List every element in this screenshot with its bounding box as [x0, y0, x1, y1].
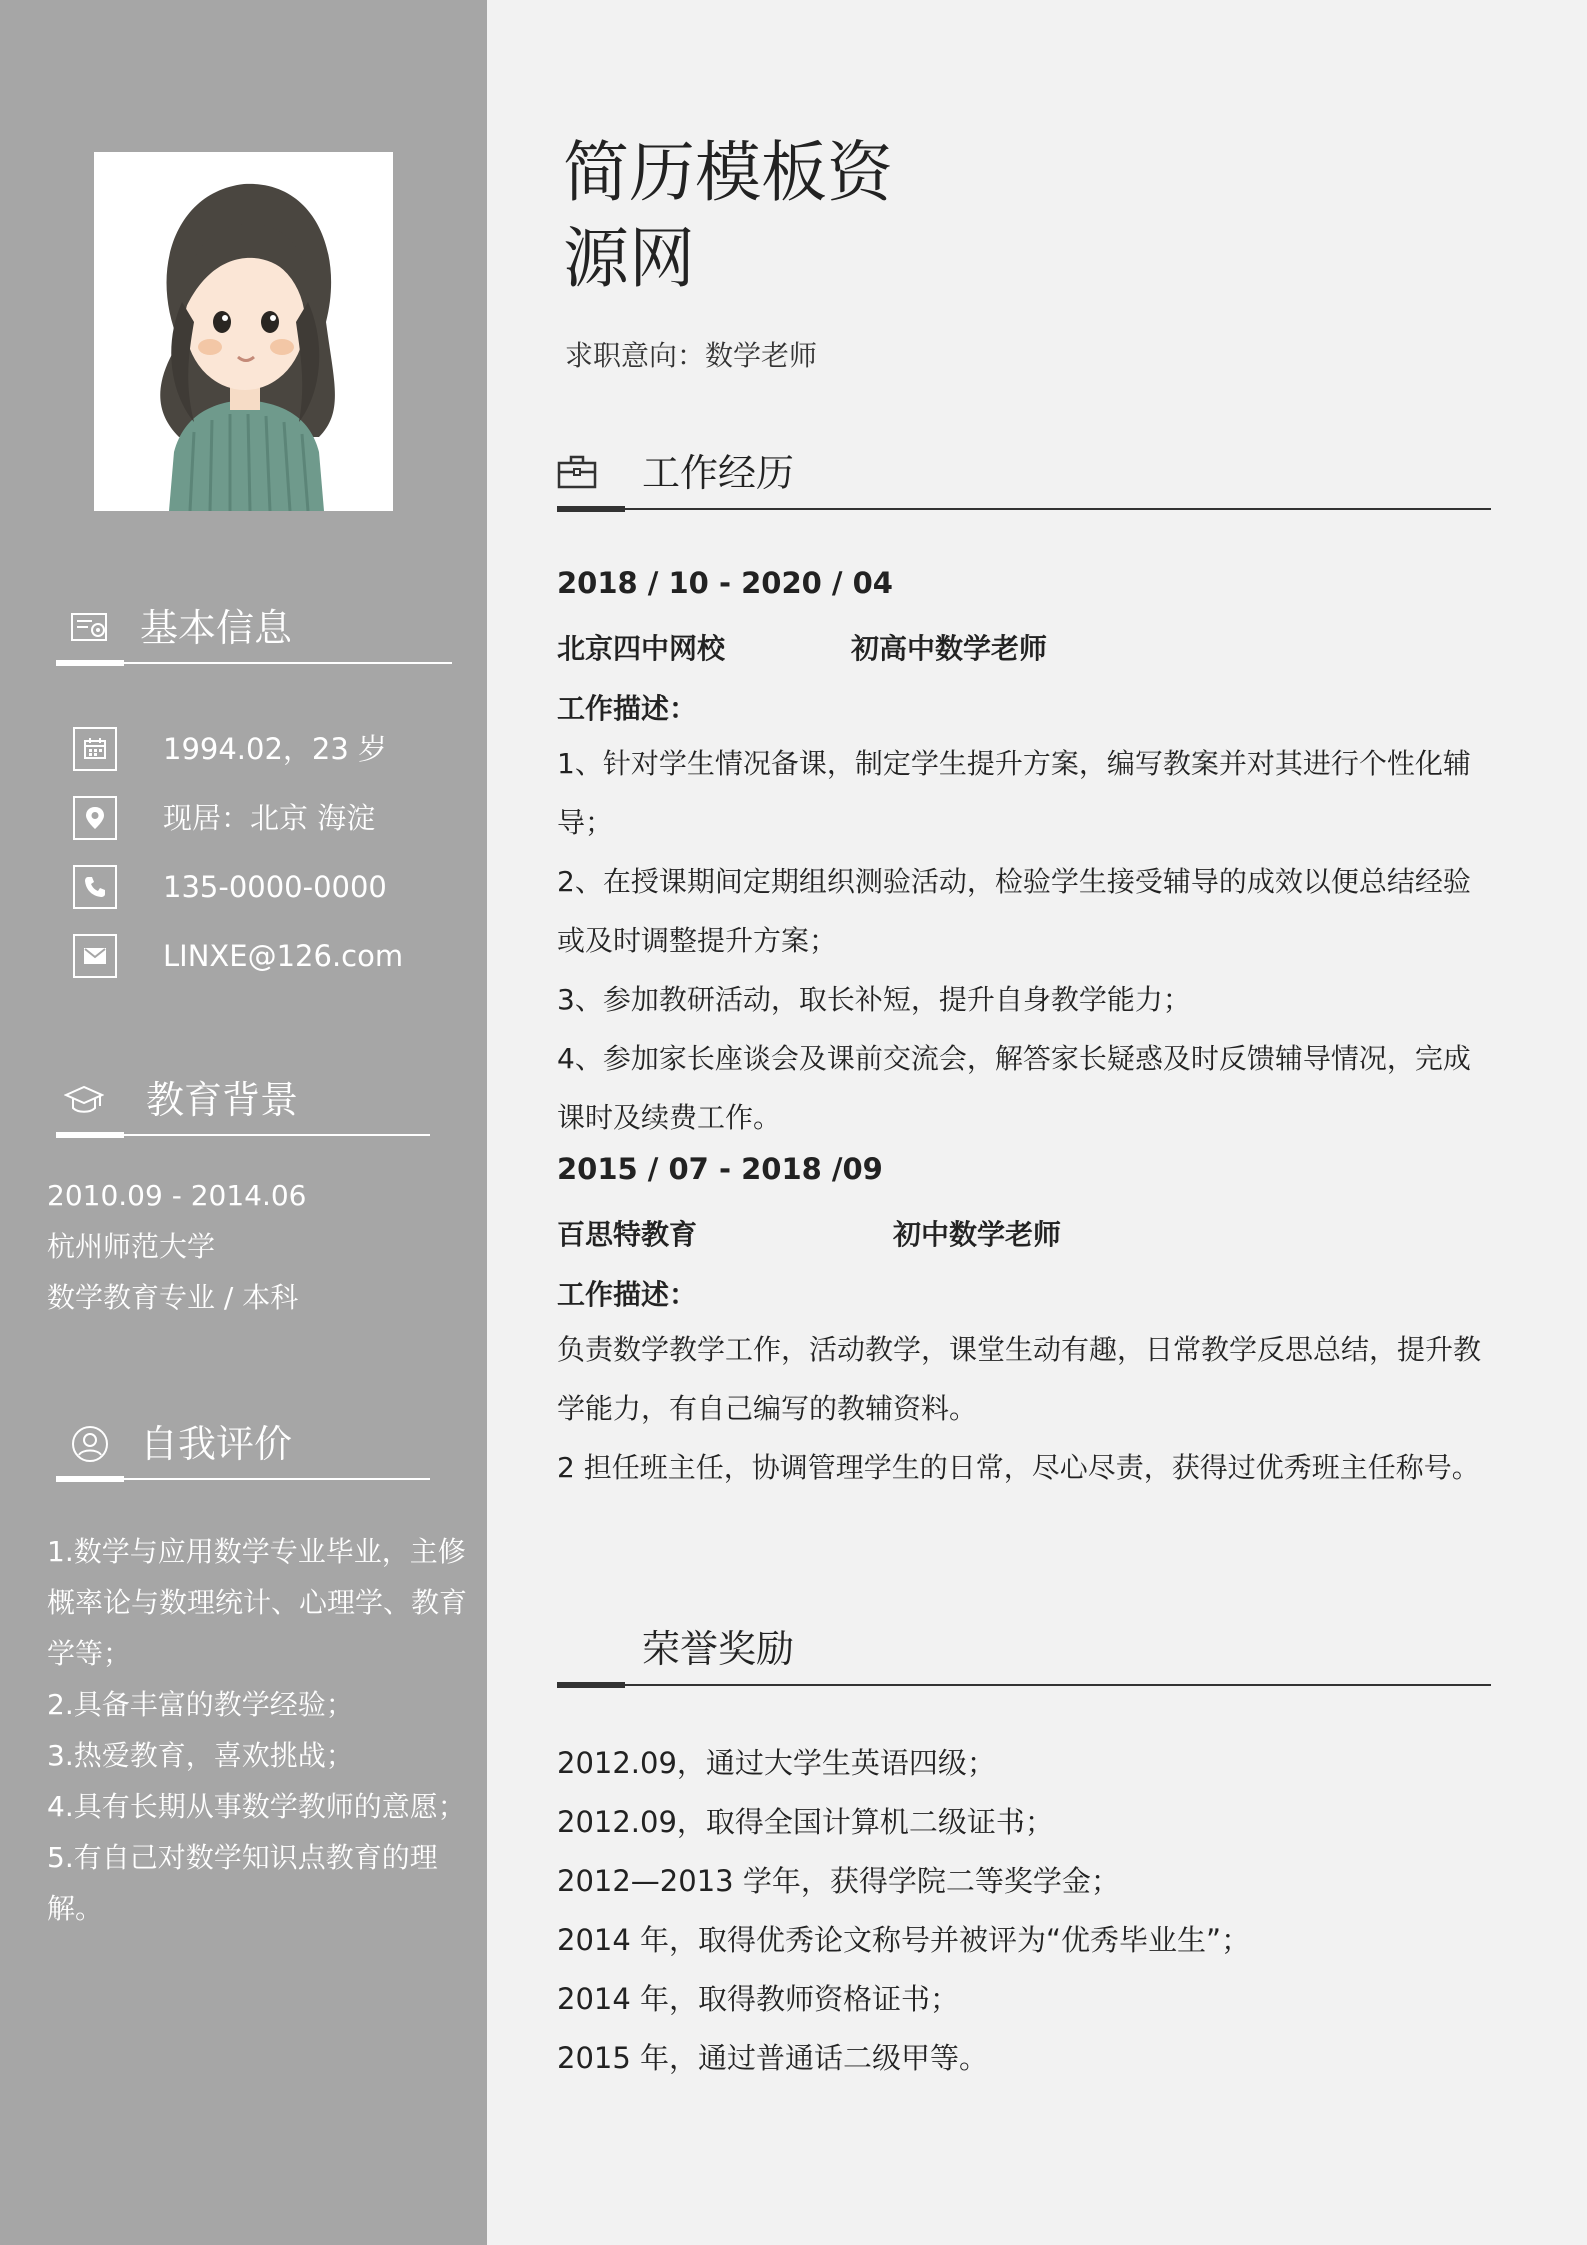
work-title: 工作经历 — [642, 451, 795, 495]
job-desc-item: 1、针对学生情况备课，制定学生提升方案，编写教案并对其进行个性化辅导； — [557, 747, 1471, 839]
avatar-photo — [94, 152, 393, 511]
job-desc-item: 2、在授课期间定期组织测验活动，检验学生接受辅导的成效以便总结经验或及时调整提升方案； — [557, 865, 1471, 957]
name-line-2: 源网 — [563, 220, 695, 297]
job-desc-item: 4、参加家长座谈会及课前交流会，解答家长疑惑及时反馈辅导情况，完成课时及续费工作。 — [557, 1042, 1471, 1134]
location-icon-box — [73, 796, 117, 840]
phone-text: 135-0000-0000 — [163, 870, 387, 904]
self-eval-item: 2.具备丰富的教学经验； — [47, 1688, 354, 1721]
self-eval-item: 3.热爱教育，喜欢挑战； — [47, 1739, 354, 1772]
job-2-company: 百思特教育 — [557, 1218, 698, 1251]
honors-title: 荣誉奖励 — [642, 1627, 795, 1671]
education-details — [47, 1170, 467, 1323]
girl-illustration-icon — [94, 152, 393, 511]
divider-accent — [56, 1132, 124, 1138]
job-2-desc-label: 工作描述： — [557, 1278, 698, 1311]
education-school: 杭州师范大学 — [47, 1230, 216, 1263]
sidebar — [0, 0, 487, 2245]
job-1-line — [557, 627, 1048, 667]
divider-accent — [557, 506, 625, 512]
mail-text: LINXE@126.com — [163, 939, 404, 973]
job-desc-item: 2 担任班主任，协调管理学生的日常，尽心尽责，获得过优秀班主任称号。 — [557, 1451, 1480, 1484]
location-text: 现居：北京 海淀 — [163, 801, 376, 835]
honor-item: 2012—2013 学年，获得学院二等奖学金； — [557, 1864, 1120, 1898]
name-line-1: 简历模板资 — [563, 134, 893, 211]
job-desc-item: 3、参加教研活动，取长补短，提升自身教学能力； — [557, 983, 1191, 1016]
honor-item: 2014 年，取得优秀论文称号并被评为“优秀毕业生”； — [557, 1923, 1251, 1957]
birth-text: 1994.02，23 岁 — [163, 732, 388, 766]
job-2-position: 初中数学老师 — [893, 1218, 1062, 1251]
self-eval-item: 5.有自己对数学知识点教育的理解。 — [47, 1841, 438, 1925]
job-desc-item: 负责数学教学工作，活动教学，课堂生动有趣，日常教学反思总结，提升教学能力，有自己编写的教辅资料。 — [557, 1333, 1482, 1425]
calendar-icon-box — [73, 727, 117, 771]
user-circle-icon — [70, 1424, 110, 1464]
basic-info-title: 基本信息 — [140, 606, 293, 650]
education-title: 教育背景 — [146, 1078, 299, 1122]
self-eval-item: 4.具有长期从事数学教师的意愿； — [47, 1790, 466, 1823]
job-2-date: 2015 / 07 - 2018 /09 — [557, 1152, 883, 1186]
job-1-desc-label: 工作描述： — [557, 692, 698, 725]
honor-item: 2012.09，取得全国计算机二级证书； — [557, 1805, 1054, 1839]
divider-accent — [56, 660, 124, 666]
job-1-date: 2018 / 10 - 2020 / 04 — [557, 566, 893, 600]
honor-item: 2012.09，通过大学生英语四级； — [557, 1746, 996, 1780]
divider — [557, 1684, 1491, 1686]
location-pin-icon — [83, 806, 107, 830]
self-eval-title: 自我评价 — [140, 1422, 293, 1466]
education-period: 2010.09 - 2014.06 — [47, 1179, 307, 1212]
honors-list — [557, 1734, 1492, 2088]
calendar-icon — [83, 737, 107, 761]
job-intent: 求职意向：数学老师 — [565, 339, 818, 372]
divider — [557, 508, 1491, 510]
phone-icon-box — [73, 865, 117, 909]
certificate-icon — [70, 608, 110, 648]
mail-icon — [83, 944, 107, 968]
job-1-company: 北京四中网校 — [557, 632, 726, 665]
work-header — [557, 438, 1491, 508]
job-1-position: 初高中数学老师 — [851, 632, 1048, 665]
briefcase-icon — [557, 452, 597, 492]
honor-item: 2015 年，通过普通话二级甲等。 — [557, 2041, 989, 2075]
job-1-desc — [557, 734, 1492, 1147]
job-2-line — [557, 1213, 1062, 1253]
self-eval-list — [47, 1526, 467, 1934]
self-eval-item: 1.数学与应用数学专业毕业，主修概率论与数理统计、心理学、教育学等； — [47, 1535, 468, 1670]
mail-icon-box — [73, 934, 117, 978]
graduation-cap-icon — [64, 1080, 104, 1120]
honors-header — [557, 1614, 1491, 1684]
main-content — [487, 0, 1587, 2245]
honor-item: 2014 年，取得教师资格证书； — [557, 1982, 960, 2016]
education-major: 数学教育专业 / 本科 — [47, 1281, 299, 1314]
divider-accent — [56, 1476, 124, 1482]
phone-icon — [83, 875, 107, 899]
candidate-name — [563, 130, 963, 302]
job-2-desc — [557, 1320, 1492, 1497]
divider-accent — [557, 1682, 625, 1688]
